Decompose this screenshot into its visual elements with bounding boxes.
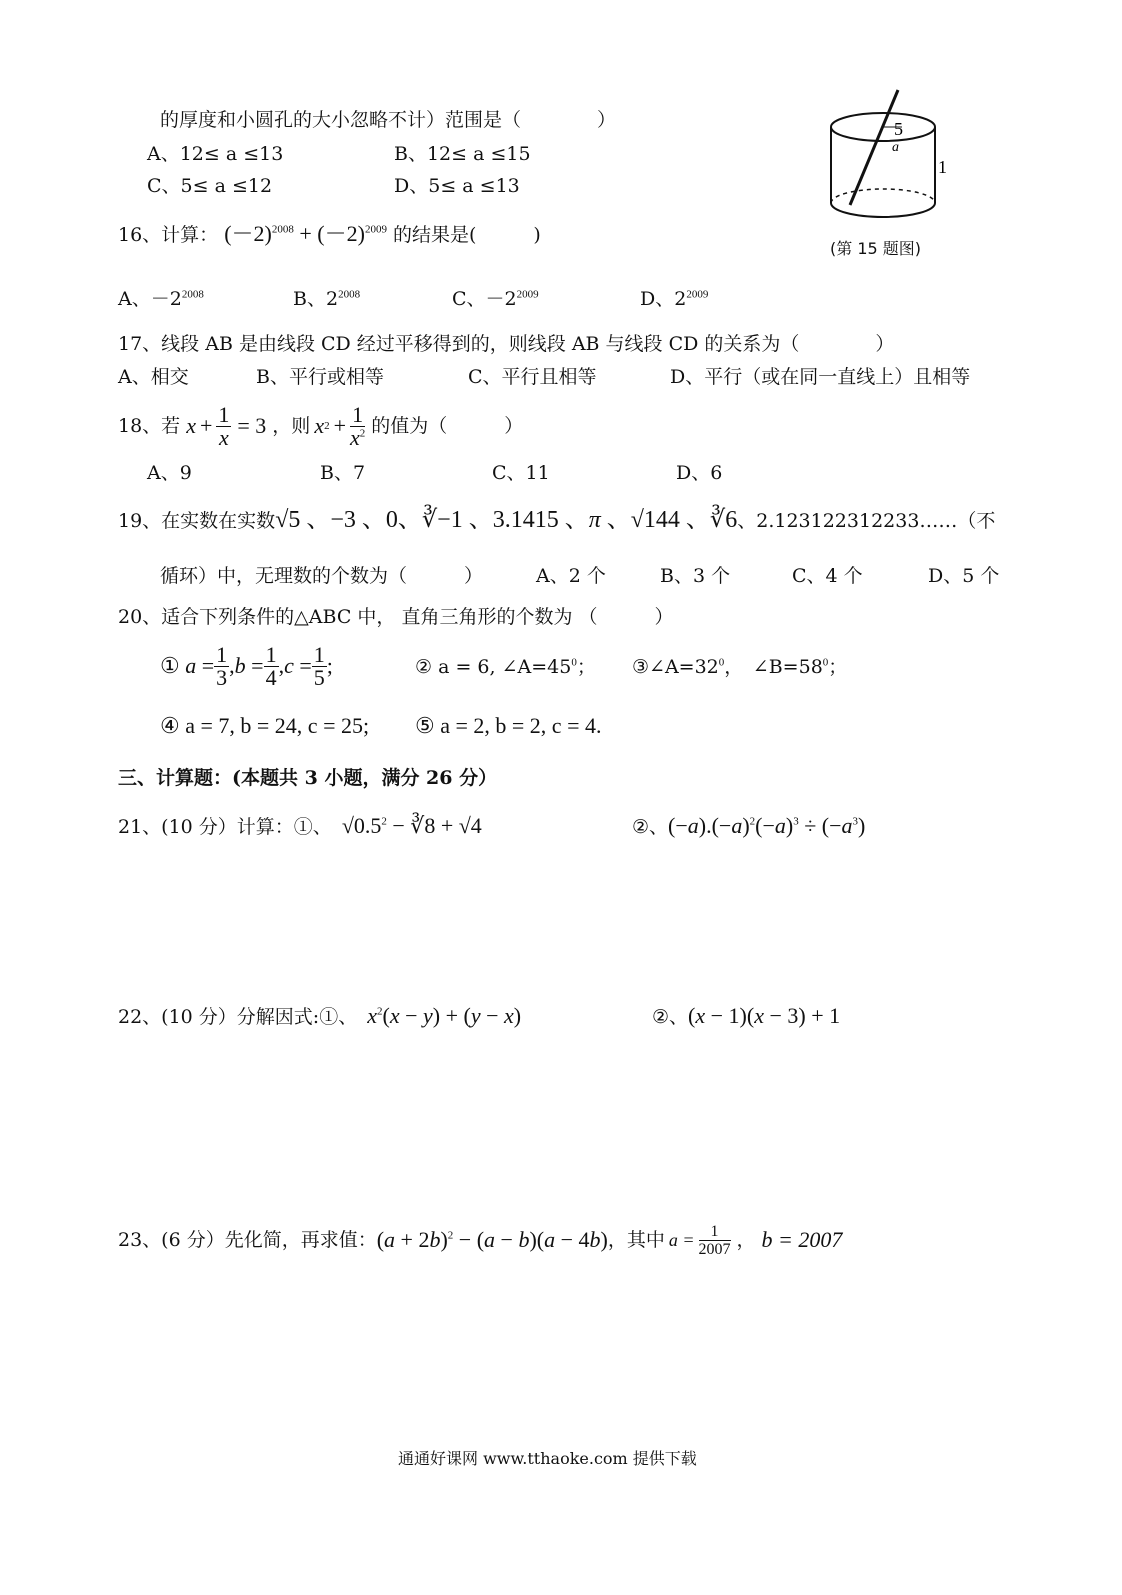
q17-stem: 17、线段 AB 是由线段 CD 经过平移得到的，则线段 AB 与线段 CD 的关系为（ ） [118, 333, 895, 355]
q17-option-b: B、平行或相等 [256, 366, 384, 388]
q19-option-b: B、3 个 [660, 565, 731, 587]
q18-mid: ，则 [272, 415, 311, 437]
q15-tail: 的厚度和小圆孔的大小忽略不计）范围是（ ） [160, 109, 617, 131]
q18-stem: 18、若 x + $\frac{1}{x}$ = 3 ，则 x 2 + $\frac{1}{x^2}$ 的值为（ ） [118, 401, 524, 450]
q22-part2: ②、(x − 1)(x − 3) + 1 [652, 1003, 841, 1028]
q19-option-c: C、4 个 [792, 565, 863, 587]
footer-text: 通通好课网 www.tthaoke.com 提供下载 [398, 1449, 697, 1468]
q20-stem: 20、适合下列条件的△ABC 中， 直角三角形的个数为 （ ） [118, 606, 674, 628]
q20-condition-5: ⑤ a = 2, b = 2, c = 4. [415, 713, 602, 738]
q19-line1: 19、在实数在实数√5 、−3 、0、∛−1 、3.1415 、π 、√144 、∛6、2.123122312233……（不 [118, 507, 996, 533]
cylinder-a-label: a [892, 140, 899, 155]
q19-option-d: D、5 个 [928, 565, 1000, 587]
q20-condition-3: $③\angle A=32^0$， $\angle B=58^0$； [632, 656, 848, 678]
q16-option-b: B、$2^{2008}$ [293, 288, 361, 310]
q16-option-c: C、$-2^{2009}$ [452, 288, 539, 310]
q18-suffix: 的值为（ ） [371, 415, 524, 437]
q22-stem: 22、(10 分）分解因式:①、 $x^2(x - y) + (y - x)$ [118, 1003, 522, 1028]
q19-line2: 循环）中，无理数的个数为（ ） [160, 565, 484, 587]
cylinder-top-label: 5 [894, 119, 903, 139]
q18-option-a: A、9 [147, 462, 192, 484]
q20-condition-1: ① a = $\frac{1}{3}$ ,b = $\frac{1}{4}$ ,c = $\frac{1}{5}$ ; [160, 641, 333, 690]
q18-option-c: C、11 [492, 462, 550, 484]
q16-stem: 16、计算： $(-2)^{2008} + (-2)^{2009}$ 的结果是( ) [118, 221, 541, 246]
figure-caption: (第 15 题图) [830, 239, 922, 258]
q15-option-b: B、12≤ a ≤15 [394, 143, 531, 165]
q15-option-c: C、5≤ a ≤12 [147, 175, 273, 197]
q21-stem: 21、(10 分）计算：①、 $√0.5^2$ − ∛8 + √4 [118, 813, 482, 838]
q17-option-d: D、平行（或在同一直线上）且相等 [670, 366, 971, 388]
q16-suffix: 的结果是( ) [393, 224, 541, 246]
q16-option-d: D、$2^{2009}$ [640, 288, 709, 310]
q15-option-d: D、5≤ a ≤13 [394, 175, 520, 197]
q16-prefix: 16、计算： [118, 224, 219, 246]
q16-option-a: A、$-2^{2008}$ [118, 288, 204, 310]
q20-condition-2: ② a = 6, $\angle A=45^0$； [415, 656, 596, 678]
q21-part2: ②、$(-a).(-a)^2(-a)^3 \div (-a^3)$ [632, 813, 866, 838]
q18-prefix: 18、若 [118, 415, 181, 437]
q17-option-a: A、相交 [118, 366, 189, 388]
q18-option-b: B、7 [320, 462, 366, 484]
section-3-title: 三、计算题：(本题共 3 小题，满分 26 分） [118, 767, 498, 789]
q15-option-a: A、12≤ a ≤13 [147, 143, 284, 165]
q20-condition-4: ④ a = 7, b = 24, c = 25; [160, 713, 370, 738]
q19-option-a: A、2 个 [536, 565, 606, 587]
cylinder-figure [820, 85, 970, 225]
cylinder-side-label: 1 [938, 157, 947, 177]
q18-option-d: D、6 [676, 462, 723, 484]
q23-stem: 23、(6 分）先化简，再求值： $(a + 2b)^2 - (a - b)(a - 4b)$ ，其中 a = $\frac{1}{2007}$ ， b = 2007 [118, 1222, 843, 1258]
q17-option-c: C、平行且相等 [468, 366, 597, 388]
